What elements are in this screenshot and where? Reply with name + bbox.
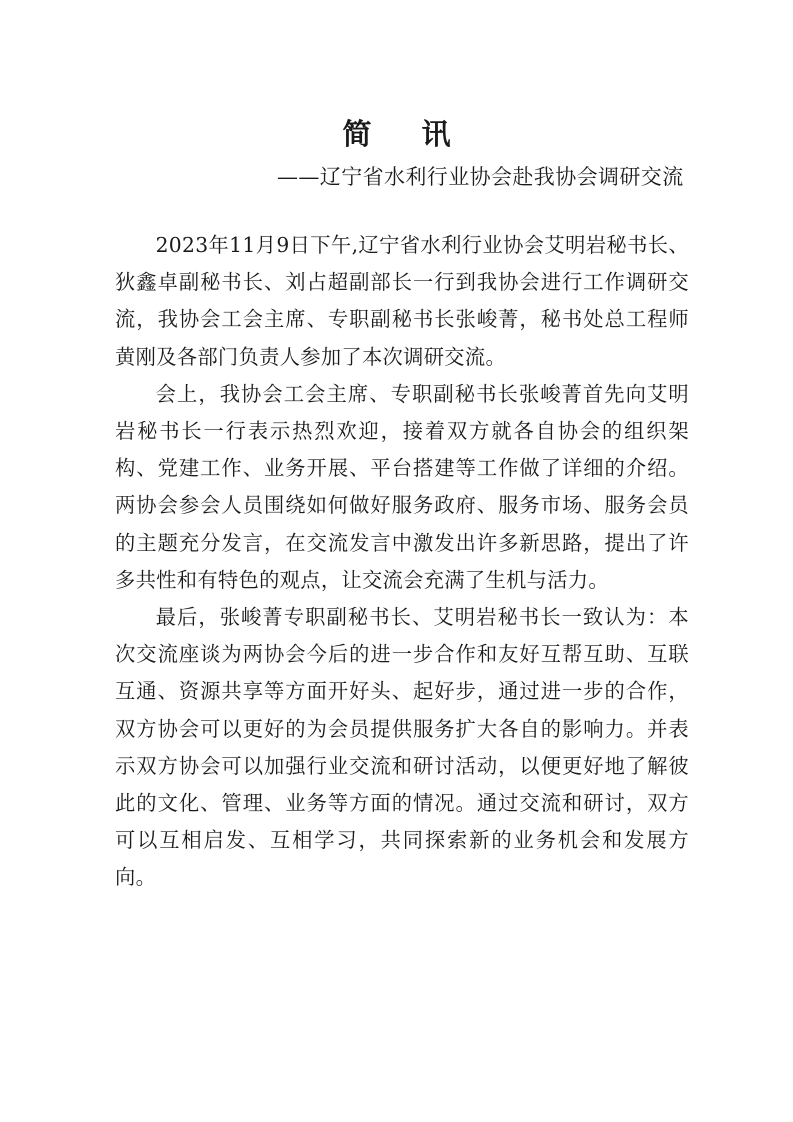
document-title: 简 讯: [342, 117, 471, 151]
paragraph-3: 最后，张峻菁专职副秘书长、艾明岩秘书长一致认为：本次交流座谈为两协会今后的进一步合作和友好互帮互助、互联互通、资源共享等方面开好头、起好步，通过进一步的合作，双方协会可以更好的为会员提供服务扩大各自的影响力。并表示双方协会可以加强行业交流和研讨活动，以便更好地了解彼此的文化、管理、业务等方面的情况。通过交流和研讨，双方可以互相启发、互相学习，共同探索新的业务机会和发展方向。: [115, 605, 689, 890]
document-body: [115, 227, 689, 897]
paragraph-1: 2023年11月9日下午,辽宁省水利行业协会艾明岩秘书长、狄鑫卓副秘书长、刘占超副部长一行到我协会进行工作调研交流，我协会工会主席、专职副秘书长张峻菁，秘书处总工程师黄刚及各部门负责人参加了本次调研交流。: [115, 233, 689, 369]
document-subtitle: ——辽宁省水利行业协会赴我协会调研交流: [277, 165, 684, 189]
paragraph-2: 会上，我协会工会主席、专职副秘书长张峻菁首先向艾明岩秘书长一行表示热烈欢迎，接着双方就各自协会的组织架构、党建工作、业务开展、平台搭建等工作做了详细的介绍。两协会参会人员围绕如何做好服务政府、服务市场、服务会员的主题充分发言，在交流发言中激发出许多新思路，提出了许多共性和有特色的观点，让交流会充满了生机与活力。: [115, 381, 689, 592]
